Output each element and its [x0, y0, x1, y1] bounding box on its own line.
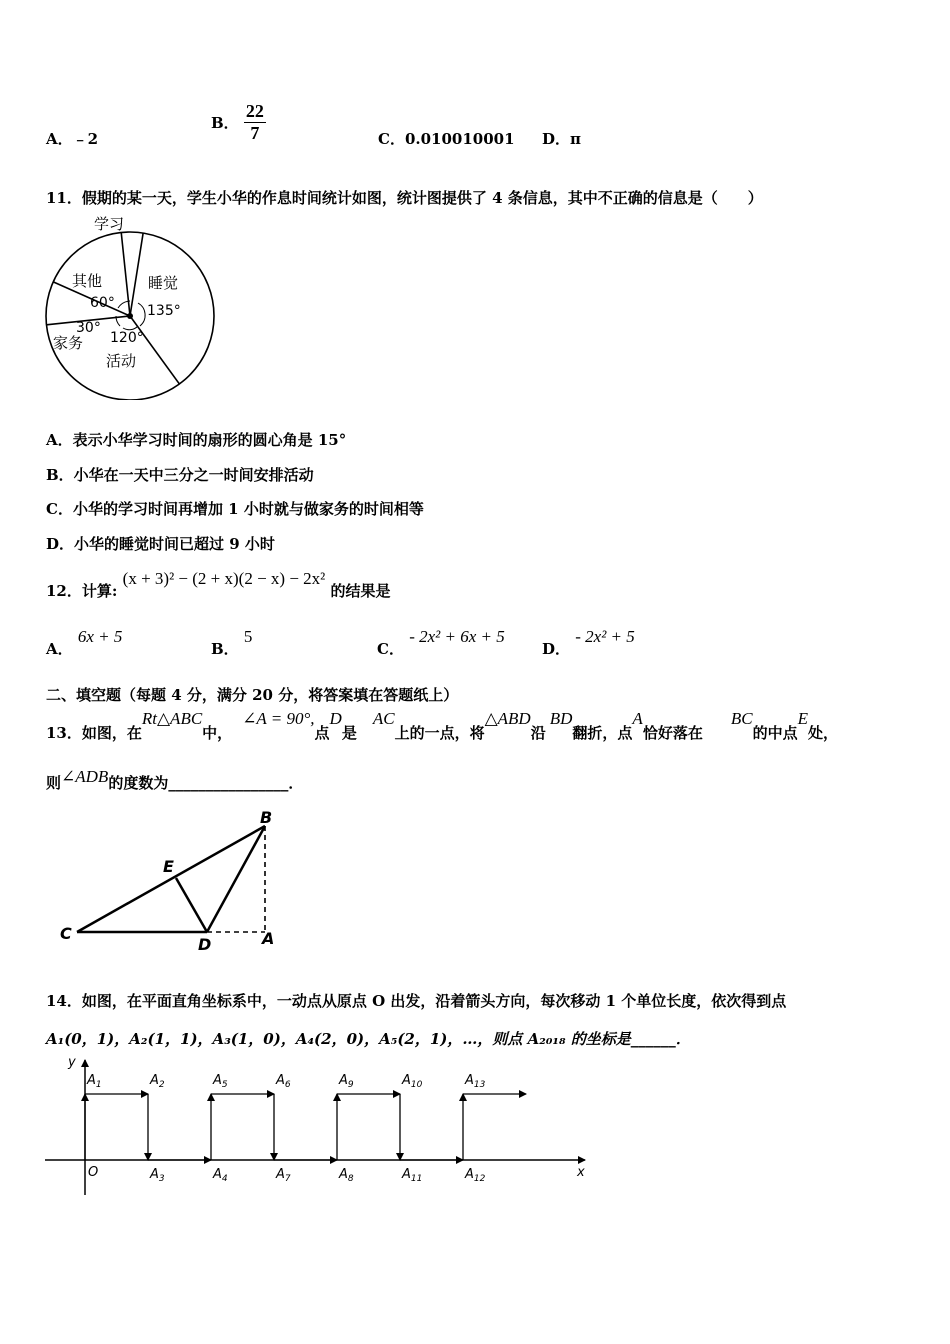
math: D	[329, 709, 342, 728]
point-label-A6: $A_6$	[276, 1073, 291, 1090]
point-label-A: A	[262, 929, 275, 948]
q12-option-c	[377, 626, 505, 658]
q13-triangle-figure	[55, 806, 285, 956]
point-label-A12: $A_{12}$	[465, 1167, 486, 1184]
fraction-denominator: 7	[250, 123, 260, 143]
option-label: C．	[377, 640, 404, 658]
q10-option-b	[211, 101, 266, 144]
q12-stem	[46, 568, 391, 600]
text: 沿	[530, 724, 546, 742]
math: A	[632, 709, 643, 728]
option-value: π	[570, 130, 581, 148]
point-label-A2: $A_2$	[150, 1073, 165, 1090]
q12-suffix: 的结果是	[330, 582, 391, 600]
q11-option-a: A．表示小华学习时间的扇形的圆心角是 15°	[46, 431, 347, 449]
text: 的中点	[752, 724, 798, 742]
pie-label-sleep: 睡觉	[148, 274, 179, 292]
origin-label: O	[88, 1165, 99, 1180]
pie-angle-activity: 120°	[110, 330, 144, 346]
point-label-A4: $A_4$	[213, 1167, 228, 1184]
pie-label-chores: 家务	[53, 334, 84, 352]
point-label-C: C	[60, 924, 72, 943]
option-label: D．	[542, 130, 571, 148]
point-label-A13: $A_{13}$	[465, 1073, 486, 1090]
section-2-title: 二、填空题（每题 4 分，满分 20 分，将答案填在答题纸上）	[46, 686, 459, 704]
q14-coordinate-figure	[40, 1050, 600, 1200]
text: 上的一点，将	[394, 724, 485, 742]
q12-prefix: 12．计算:	[46, 582, 118, 600]
q11-pie-chart	[40, 210, 225, 400]
pie-center	[127, 313, 133, 319]
text: 则	[46, 774, 62, 792]
pie-label-other: 其他	[72, 272, 103, 290]
q10-option-d	[542, 128, 581, 149]
pie-label-activity: 活动	[106, 352, 137, 370]
q11-option-c: C．小华的学习时间再增加 1 小时就与做家务的时间相等	[46, 500, 424, 518]
pie-angle-sleep: 135°	[147, 303, 181, 319]
math: △ABD	[484, 709, 531, 728]
option-value: - 2x² + 6x + 5	[409, 627, 505, 646]
point-label-A8: $A_8$	[339, 1167, 354, 1184]
point-label-A9: $A_9$	[339, 1073, 354, 1090]
option-value: 6x + 5	[77, 627, 123, 646]
q10-option-c	[378, 128, 515, 149]
math: ∠A = 90°,	[242, 709, 315, 728]
math: BC	[730, 709, 753, 728]
text: 恰好落在	[642, 724, 703, 742]
zigzag-path	[85, 1094, 526, 1160]
math: AC	[372, 709, 395, 728]
point-label-A3: $A_3$	[150, 1167, 165, 1184]
math: E	[797, 709, 808, 728]
q12-option-b	[211, 626, 253, 658]
segment-ED	[176, 878, 207, 932]
y-axis-label: y	[68, 1055, 76, 1070]
point-labels	[86, 1073, 486, 1184]
pie-sector-boundary-睡觉	[130, 233, 143, 316]
pie-angle-other: 60°	[90, 295, 115, 311]
fraction-numerator: 22	[245, 101, 264, 121]
x-axis-label: x	[577, 1165, 585, 1180]
q14-stem-line1: 14．如图，在平面直角坐标系中，一动点从原点 O 出发，沿着箭头方向，每次移动 1 个单位长度，依次得到点	[46, 992, 787, 1010]
text: 13．如图，在	[46, 724, 142, 742]
pie-label-study: 学习	[94, 215, 125, 233]
q11-option-d: D．小华的睡觉时间已超过 9 小时	[46, 535, 275, 553]
q11-stem: 11．假期的某一天，学生小华的作息时间统计如图，统计图提供了 4 条信息，其中不正确的信息是（ ）	[46, 189, 763, 207]
text: 翻折，点	[572, 724, 633, 742]
q12-option-d	[542, 626, 635, 658]
option-label: C．	[378, 130, 405, 148]
q13-stem-line1	[46, 708, 838, 742]
text: 中，	[202, 724, 233, 742]
option-value: 5	[243, 627, 253, 646]
math: ∠ADB	[61, 767, 109, 786]
point-label-A1: $A_1$	[87, 1073, 102, 1090]
text: 是	[341, 724, 357, 742]
text: 点	[314, 724, 330, 742]
option-label: B．	[211, 114, 239, 132]
point-label-A5: $A_5$	[213, 1073, 228, 1090]
fraction-22-7	[244, 101, 266, 144]
option-value: ﹣2	[72, 130, 99, 148]
q14-stem-line2: A₁(0，1)，A₂(1，1)，A₃(1，0)，A₄(2，0)，A₅(2，1)，…，则点 A₂₀₁₈ 的坐标是______．	[46, 1030, 691, 1048]
point-label-A10: $A_{10}$	[402, 1073, 423, 1090]
option-label: A．	[46, 130, 73, 148]
point-label-B: B	[260, 808, 273, 827]
text: 的度数为________________．	[108, 774, 304, 792]
option-value: 0.010010001	[404, 130, 515, 148]
option-label: A．	[46, 640, 73, 658]
angle-arc-135	[138, 303, 145, 326]
point-label-E: E	[163, 857, 174, 876]
text: 处，	[807, 724, 838, 742]
q12-option-a	[46, 626, 123, 658]
point-label-A11: $A_{11}$	[402, 1167, 423, 1184]
math: Rt△ABC	[141, 709, 203, 728]
point-label-D: D	[198, 935, 212, 954]
option-value: - 2x² + 5	[575, 627, 635, 646]
pie-angle-chores: 30°	[76, 320, 101, 336]
q12-expression: (x + 3)² − (2 + x)(2 − x) − 2x²	[122, 569, 326, 588]
option-label: D．	[542, 640, 571, 658]
math: BD	[549, 709, 573, 728]
q13-stem-line2	[46, 766, 304, 792]
point-label-A7: $A_7$	[276, 1167, 291, 1184]
option-label: B．	[211, 640, 239, 658]
q11-option-b: B．小华在一天中三分之一时间安排活动	[46, 466, 314, 484]
q10-option-a	[46, 128, 98, 149]
